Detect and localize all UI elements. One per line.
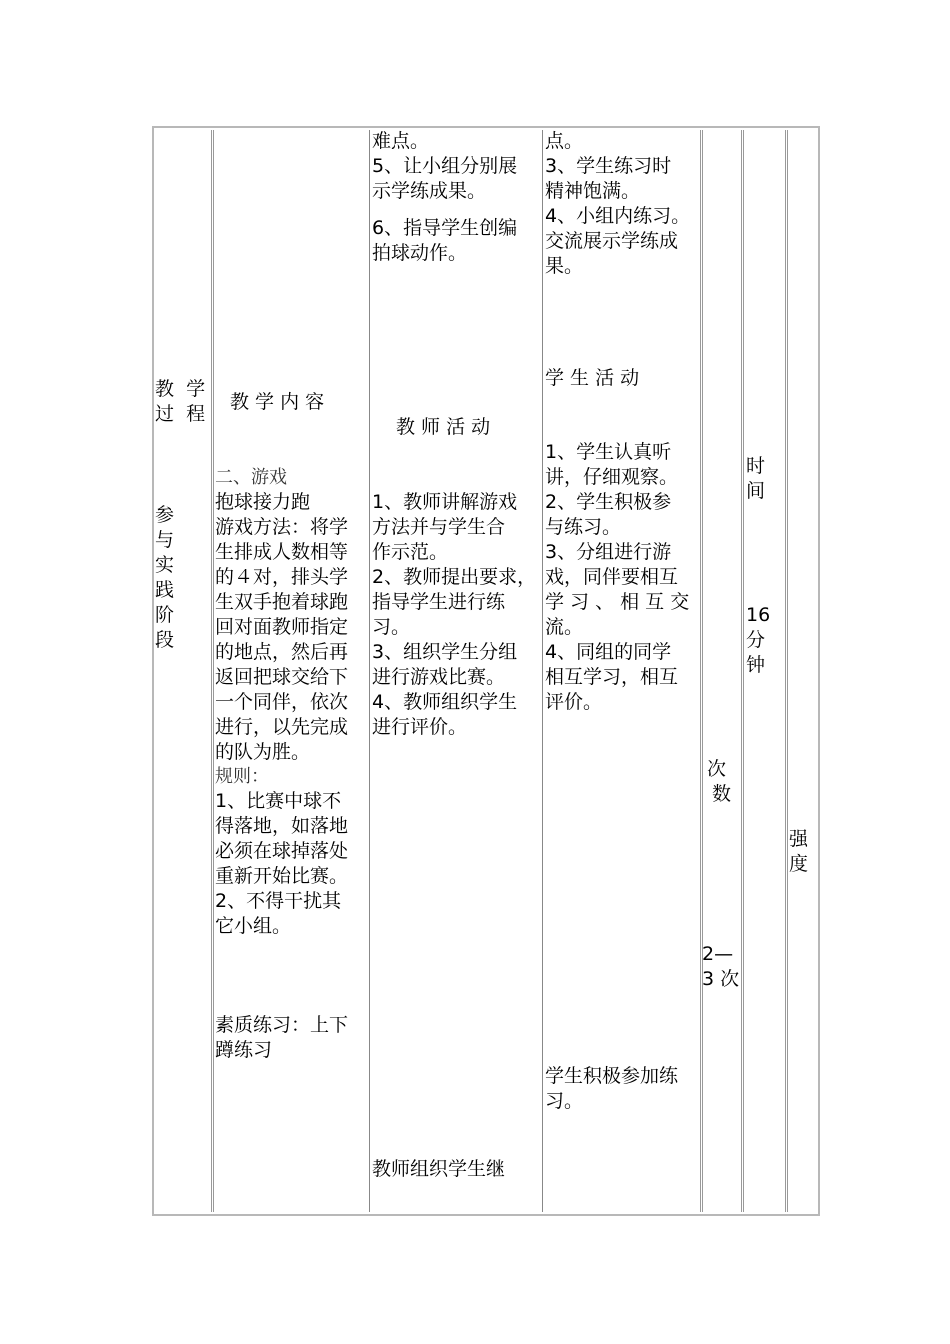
count-label: 数 <box>712 783 732 805</box>
method-line: 一个同伴，依次 <box>215 691 349 713</box>
student-top-line: 4、小组内练习。 <box>545 205 691 227</box>
stage-char: 实 <box>155 554 175 576</box>
student-item-line: 2、学生积极参 <box>545 491 672 513</box>
method-line: 游戏方法：将学 <box>215 516 349 538</box>
teacher-item-line: 进行评价。 <box>372 716 468 738</box>
teacher-top-line: 拍球动作。 <box>372 242 468 264</box>
student-top-line: 果。 <box>545 255 584 277</box>
student-item-line: 与练习。 <box>545 516 622 538</box>
student-top-line: 精神饱满。 <box>545 180 641 202</box>
teacher-item-line: 方法并与学生合 <box>372 516 506 538</box>
teacher-bottom-line: 教师组织学生继 <box>372 1158 506 1180</box>
column-divider <box>542 130 543 1212</box>
game-name: 抱球接力跑 <box>215 491 311 513</box>
student-item-line: 3、分组进行游 <box>545 541 672 563</box>
student-item-line: 相互学习，相互 <box>545 666 679 688</box>
student-bottom-line: 学生积极参加练 <box>545 1065 679 1087</box>
teacher-item-line: 作示范。 <box>372 541 449 563</box>
stage-char: 段 <box>155 629 175 651</box>
stage-char: 阶 <box>155 604 175 626</box>
method-line: 生双手抱着球跑 <box>215 591 349 613</box>
student-item-line: 戏，同伴要相互 <box>545 566 679 588</box>
teacher-item-line: 1、教师讲解游戏 <box>372 491 518 513</box>
content-header: 教 学 内 容 <box>230 391 325 413</box>
method-line: 进行，以先完成 <box>215 716 349 738</box>
time-label: 间 <box>746 480 766 502</box>
teacher-top-line: 6、指导学生创编 <box>372 217 518 239</box>
student-item-line: 1、学生认真听 <box>545 441 672 463</box>
student-item-line: 4、同组的同学 <box>545 641 672 663</box>
stage-char: 参 <box>155 504 175 526</box>
time-label: 时 <box>746 455 766 477</box>
rule-line: 得落地，如落地 <box>215 815 349 837</box>
process-header-line1: 教 学 <box>155 378 206 400</box>
student-top-line: 点。 <box>545 130 584 152</box>
teacher-header: 教 师 活 动 <box>396 416 491 438</box>
rule-line: 必须在球掉落处 <box>215 840 349 862</box>
student-item-line: 流。 <box>545 616 584 638</box>
student-header: 学 生 活 动 <box>545 367 640 389</box>
teacher-item-line: 3、组织学生分组 <box>372 641 518 663</box>
rule-line: 重新开始比赛。 <box>215 865 349 887</box>
time-value: 钟 <box>746 654 766 676</box>
teacher-top-line: 示学练成果。 <box>372 180 487 202</box>
teacher-item-line: 2、教师提出要求， <box>372 566 537 588</box>
process-header-line2: 过 程 <box>155 403 206 425</box>
teacher-item-line: 进行游戏比赛。 <box>372 666 506 688</box>
student-bottom-line: 习。 <box>545 1090 584 1112</box>
teacher-item-line: 指导学生进行练 <box>372 591 506 613</box>
column-divider <box>741 130 744 1212</box>
stage-char: 与 <box>155 529 175 551</box>
intensity-label: 强 <box>789 828 809 850</box>
stage-char: 践 <box>155 579 175 601</box>
fitness-line: 蹲练习 <box>215 1039 273 1061</box>
teacher-item-line: 习。 <box>372 616 411 638</box>
rule-line: 2、不得干扰其 <box>215 890 342 912</box>
intensity-label: 度 <box>789 853 809 875</box>
fitness-line: 素质练习：上下 <box>215 1014 349 1036</box>
count-value: 2— <box>702 943 734 965</box>
method-line: 回对面教师指定 <box>215 616 349 638</box>
method-line: 的地点，然后再 <box>215 641 349 663</box>
game-title: 二、游戏 <box>215 467 287 488</box>
time-value: 16 <box>746 604 771 626</box>
count-value: 3 次 <box>702 968 740 990</box>
column-divider <box>785 130 788 1212</box>
teacher-top-line: 5、让小组分别展 <box>372 155 518 177</box>
teacher-item-line: 4、教师组织学生 <box>372 691 518 713</box>
method-line: 生排成人数相等 <box>215 541 349 563</box>
student-item-line: 评价。 <box>545 691 603 713</box>
student-top-line: 交流展示学练成 <box>545 230 679 252</box>
student-item-line: 学 习 、 相 互 交 <box>545 591 690 613</box>
column-divider <box>369 130 370 1212</box>
column-divider <box>211 130 214 1212</box>
time-value: 分 <box>746 629 766 651</box>
teacher-top-line: 难点。 <box>372 130 430 152</box>
rule-line: 1、比赛中球不 <box>215 790 342 812</box>
column-divider <box>700 130 703 1212</box>
method-line: 返回把球交给下 <box>215 666 349 688</box>
student-top-line: 3、学生练习时 <box>545 155 672 177</box>
rule-line: 它小组。 <box>215 915 292 937</box>
method-line: 的队为胜。 <box>215 741 311 763</box>
method-line: 的４对，排头学 <box>215 566 349 588</box>
rules-title: 规则： <box>215 766 269 787</box>
student-item-line: 讲，仔细观察。 <box>545 466 679 488</box>
count-label: 次 <box>707 758 727 780</box>
